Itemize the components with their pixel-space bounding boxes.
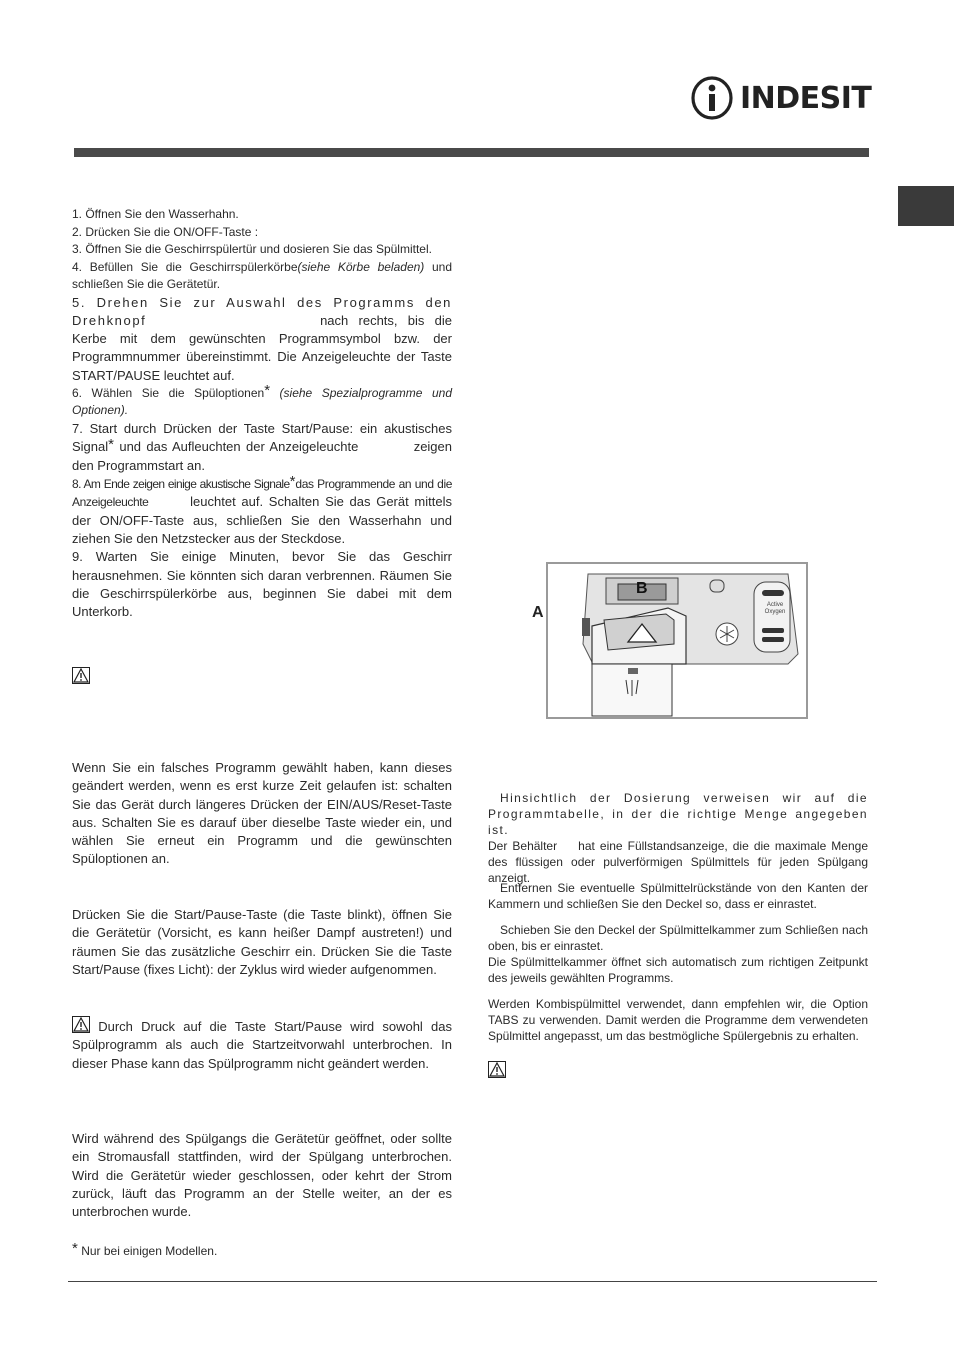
step-4-end: und schließen Sie die Gerätetür.	[72, 259, 453, 291]
add-dishes-section	[72, 906, 452, 979]
add-dishes-text: Drücken Sie die Start/Pause-Taste (die Taste blinkt), öffnen Sie die Gerätetür (Vorsicht, es kann heißer Dampf austreten!) und räumen Sie das zusätzliche Geschirr ein. Drücken Sie die Taste Start/Pause (fixes Licht): der Zyklus wird wieder aufgenommen.	[72, 907, 452, 977]
asterisk-mark: *	[289, 472, 296, 490]
dosing-text-b: Der Behälter	[488, 839, 558, 853]
step-7	[72, 420, 452, 475]
dosing-paragraph-1	[488, 790, 868, 838]
detergent-dispenser-figure	[532, 562, 808, 719]
dosing-text-a: Hinsichtlich der Dosierung verweisen wir auf die Programmtabelle, in der die richtige Menge angegeben ist.	[488, 791, 868, 837]
step-6-text: 6. Wählen Sie die Spüloptionen	[72, 385, 265, 400]
step-4-ref: (siehe Körbe beladen)	[297, 259, 425, 274]
tabs-paragraph: Werden Kombispülmittel verwendet, dann empfehlen wir, die Option TABS zu verwenden. Damit werden die Programme dem verwendeten Spülmittel angepasst, um das bestmögliche Spülergebnis zu erhalten.	[488, 997, 868, 1043]
step-7-text-b: und das Aufleuchten der Anzeigeleuchte	[119, 439, 359, 455]
step-6-ref: (siehe Spezialprogramme und Optionen).	[72, 385, 452, 418]
detergent-dispenser-illustration	[548, 564, 806, 717]
brand-logo	[690, 76, 871, 120]
footnote-text: Nur bei einigen Modellen.	[81, 1244, 218, 1258]
step-6	[72, 381, 452, 420]
step-4	[72, 259, 452, 294]
pause-note-section	[72, 1016, 452, 1073]
tabs-section	[488, 996, 868, 1044]
step-3: 3. Öffnen Sie die Geschirrspülertür und dosieren Sie das Spülmittel.	[72, 242, 432, 256]
residue-text: Entfernen Sie eventuelle Spülmittelrückstände von den Kanten der Kammern und schließen Sie den Deckel so, dass er einrastet.	[488, 881, 868, 911]
figure-label-a: A	[532, 604, 544, 621]
header-rule	[74, 148, 869, 157]
pause-note	[72, 1016, 452, 1073]
step-8-text-b: das Programmende an und die Anzeigeleuchte	[72, 476, 452, 510]
step-2: 2. Drücken Sie die ON/OFF-Taste :	[72, 224, 259, 239]
pause-note-text: Durch Druck auf die Taste Start/Pause wird sowohl das Spülprogramm als auch die Startzeitvorwahl unterbrochen. In dieser Phase kann das Spülprogramm nicht geändert werden.	[72, 1019, 452, 1071]
step-8-text-a: 8. Am Ende zeigen einige akustische Signale	[72, 476, 290, 491]
language-tab-marker	[898, 186, 954, 226]
change-program-text: Wenn Sie ein falsches Programm gewählt haben, kann dieses geändert werden, wenn es erst kurze Zeit gelaufen ist: schalten Sie das Gerät durch längeres Drücken der EIN/AUS/Reset-Taste aus. Schalten Sie es darauf über dieselbe Taste wieder ein, und wählen Sie erneut ein Programm und die gewünschten Spüloptionen an.	[72, 760, 452, 867]
asterisk-mark: *	[264, 381, 271, 399]
interruption-section	[72, 1130, 452, 1221]
figure-badge: Active Oxygen	[764, 602, 786, 615]
step-8	[72, 472, 452, 549]
asterisk-mark: *	[108, 436, 114, 454]
dosing-text-c: hat eine Füllstandsanzeige, die die maximale Menge des flüssigen oder pulverförmigen Spülmittels für jeden Spülgang anzeigt.	[488, 839, 868, 885]
steps-list	[72, 206, 452, 622]
step-4-text: 4. Befüllen Sie die Geschirrspülerkörbe	[72, 259, 298, 274]
closing-paragraph	[488, 922, 868, 954]
indesit-i-logo-icon	[690, 76, 734, 120]
warning-icon	[72, 667, 90, 684]
figure-label-b: B	[636, 580, 648, 597]
step-5-text-a: 5. Drehen Sie zur Auswahl des Programms den Drehknopf	[72, 294, 452, 328]
residue-paragraph	[488, 880, 868, 912]
warning-icon	[488, 1061, 506, 1078]
closing-text-a: Schieben Sie den Deckel der Spülmittelkammer zum Schließen nach oben, bis er einrastet.	[488, 923, 868, 953]
asterisk-mark: *	[72, 1240, 78, 1257]
step-1: 1. Öffnen Sie den Wasserhahn.	[72, 207, 239, 221]
interruption-text: Wird während des Spülgangs die Gerätetür geöffnet, oder sollte ein Stromausfall stattfinden, wird der Spülgang unterbrochen. Wird die Gerätetür wieder geschlossen, oder kehrt der Strom zurück, läuft das Programm an der Stelle weiter, an der es unterbrochen wurde.	[72, 1131, 452, 1220]
residue-section	[488, 880, 868, 912]
step-7-text-a: 7. Start durch Drücken der Taste Start/Pause: ein akustisches Signal	[72, 420, 452, 455]
step-5	[72, 294, 452, 385]
dosing-section	[488, 790, 868, 886]
warning-icon	[72, 1016, 90, 1033]
step-9	[72, 548, 452, 621]
footnote	[72, 1240, 218, 1258]
step-8-text-c: leuchtet auf. Schalten Sie das Gerät mittels der ON/OFF-Taste aus, schließen Sie den Wasserhahn und ziehen Sie den Netzstecker aus der Steckdose.	[72, 494, 452, 547]
closing-section	[488, 922, 868, 986]
warning-icon-1-wrap	[72, 667, 90, 687]
step-5-text-b: nach rechts, bis die Kerbe mit dem gewünschten Programmsymbol bzw. der Programmnummer übereinstimmt. Die Anzeigeleuchte der Taste START/PAUSE leuchtet auf.	[72, 312, 452, 383]
footer-rule	[68, 1281, 877, 1282]
dosing-paragraph-1b	[488, 838, 868, 886]
closing-paragraph-b: Die Spülmittelkammer öffnet sich automatisch zum richtigen Zeitpunkt des jeweils gewählten Programms.	[488, 955, 868, 985]
change-program-section	[72, 759, 452, 869]
warning-icon-3-wrap	[488, 1061, 506, 1081]
step-9-text: 9. Warten Sie einige Minuten, bevor Sie das Geschirr herausnehmen. Sie könnten sich daran verbrennen. Räumen Sie die Geschirrspülerkörbe aus, beginnen Sie dabei mit dem Unterkorb.	[72, 549, 452, 620]
brand-name: INDESIT	[740, 80, 872, 116]
step-7-text-c: zeigen den Programmstart an.	[72, 439, 452, 473]
